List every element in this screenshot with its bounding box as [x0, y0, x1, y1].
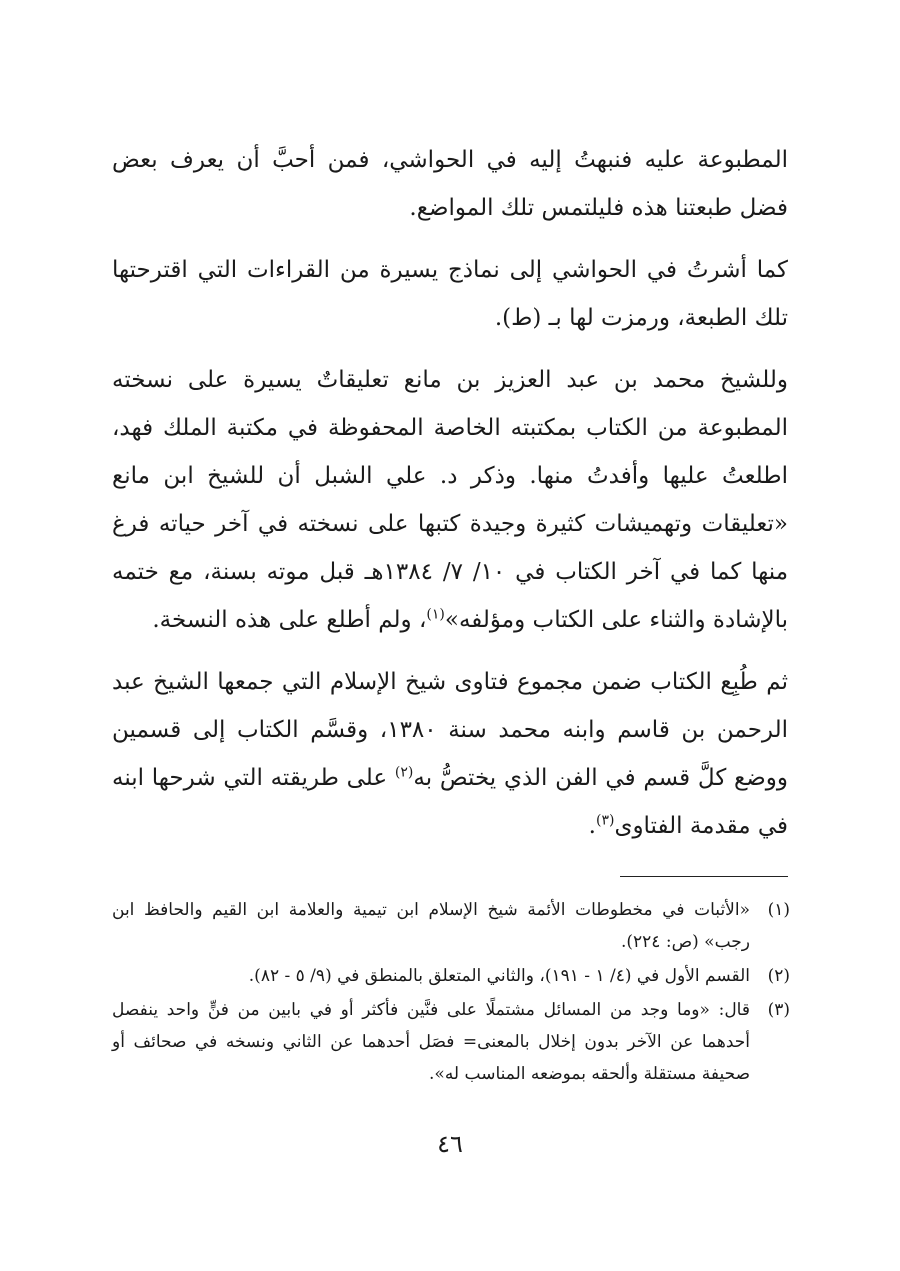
- page-number: ٤٦: [437, 1130, 463, 1158]
- footnote-2-text: القسم الأول في (٤/ ١ - ١٩١)، والثاني المتعلق بالمنطق في (٩/ ٥ - ٨٢).: [248, 966, 750, 986]
- footnote-ref-3[interactable]: (٣): [595, 812, 615, 829]
- footnote-ref-2[interactable]: (٢): [394, 764, 414, 781]
- footnote-ref-1[interactable]: (١): [426, 606, 445, 623]
- main-text: [112, 136, 788, 864]
- footnote-1: [112, 894, 790, 958]
- footnote-3-text: قال: «وما وجد من المسائل مشتملًا على فنَّين فأكثر أو في بابين من فنٍّ واحد ينفصل أحدهما عن الآخر بدون إخلال بالمعنى= فصَل أحدهما عن الثاني ونسخه في صحائف أو صحيفة مستقلة وألحقه بموضعه المناسب له».: [112, 1000, 750, 1084]
- footnote-1-number: (١): [767, 900, 790, 920]
- footnote-3-number: (٣): [767, 1000, 790, 1020]
- paragraph-3-tail: ، ولم أطلع على هذه النسخة.: [152, 607, 427, 633]
- footnote-separator: [620, 876, 788, 877]
- footnote-2: [112, 960, 790, 992]
- footnotes: [112, 894, 790, 1092]
- paragraph-4-text: ثم طُبِع الكتاب ضمن مجموع فتاوى شيخ الإسلام التي جمعها الشيخ عبد الرحمن بن قاسم وابنه محمد سنة ١٣٨٠، وقسَّم الكتاب إلى قسمين ووضع كلَّ قسم في الفن الذي يختصُّ به: [112, 669, 788, 791]
- paragraph-4: [112, 658, 788, 850]
- paragraph-1: [112, 136, 788, 232]
- paragraph-4-middle: على طريقته التي شرحها ابنه في مقدمة الفتاوى: [112, 765, 788, 839]
- paragraph-4-end: .: [588, 813, 596, 839]
- footnote-1-text: «الأثبات في مخطوطات الأئمة شيخ الإسلام ابن تيمية والعلامة ابن القيم والحافظ ابن رجب» (ص: ٢٢٤).: [112, 900, 750, 952]
- paragraph-3: [112, 356, 788, 644]
- footnote-2-number: (٢): [767, 966, 790, 986]
- paragraph-2: [112, 246, 788, 342]
- footnote-3: [112, 994, 790, 1090]
- paragraph-3-text: وللشيخ محمد بن عبد العزيز بن مانع تعليقاتٌ يسيرة على نسخته المطبوعة من الكتاب بمكتبته الخاصة المحفوظة في مكتبة الملك فهد، اطلعتُ عليها وأفدتُ منها. وذكر د. علي الشبل أن للشيخ ابن مانع «تعليقات وتهميشات كثيرة وجيدة كتبها على نسخته في آخر حياته فرغ منها كما في آخر الكتاب في ١٠/ ٧/ ١٣٨٤هـ قبل موته بسنة، مع ختمه بالإشادة والثناء على الكتاب ومؤلفه»: [112, 367, 789, 633]
- paragraph-2-text: كما أشرتُ في الحواشي إلى نماذج يسيرة من القراءات التي اقترحتها تلك الطبعة، ورمزت لها بـ (ط).: [112, 257, 788, 331]
- paragraph-1-text: المطبوعة عليه فنبهتُ إليه في الحواشي، فمن أحبَّ أن يعرف بعض فضل طبعتنا هذه فليلتمس تلك المواضع.: [112, 147, 788, 221]
